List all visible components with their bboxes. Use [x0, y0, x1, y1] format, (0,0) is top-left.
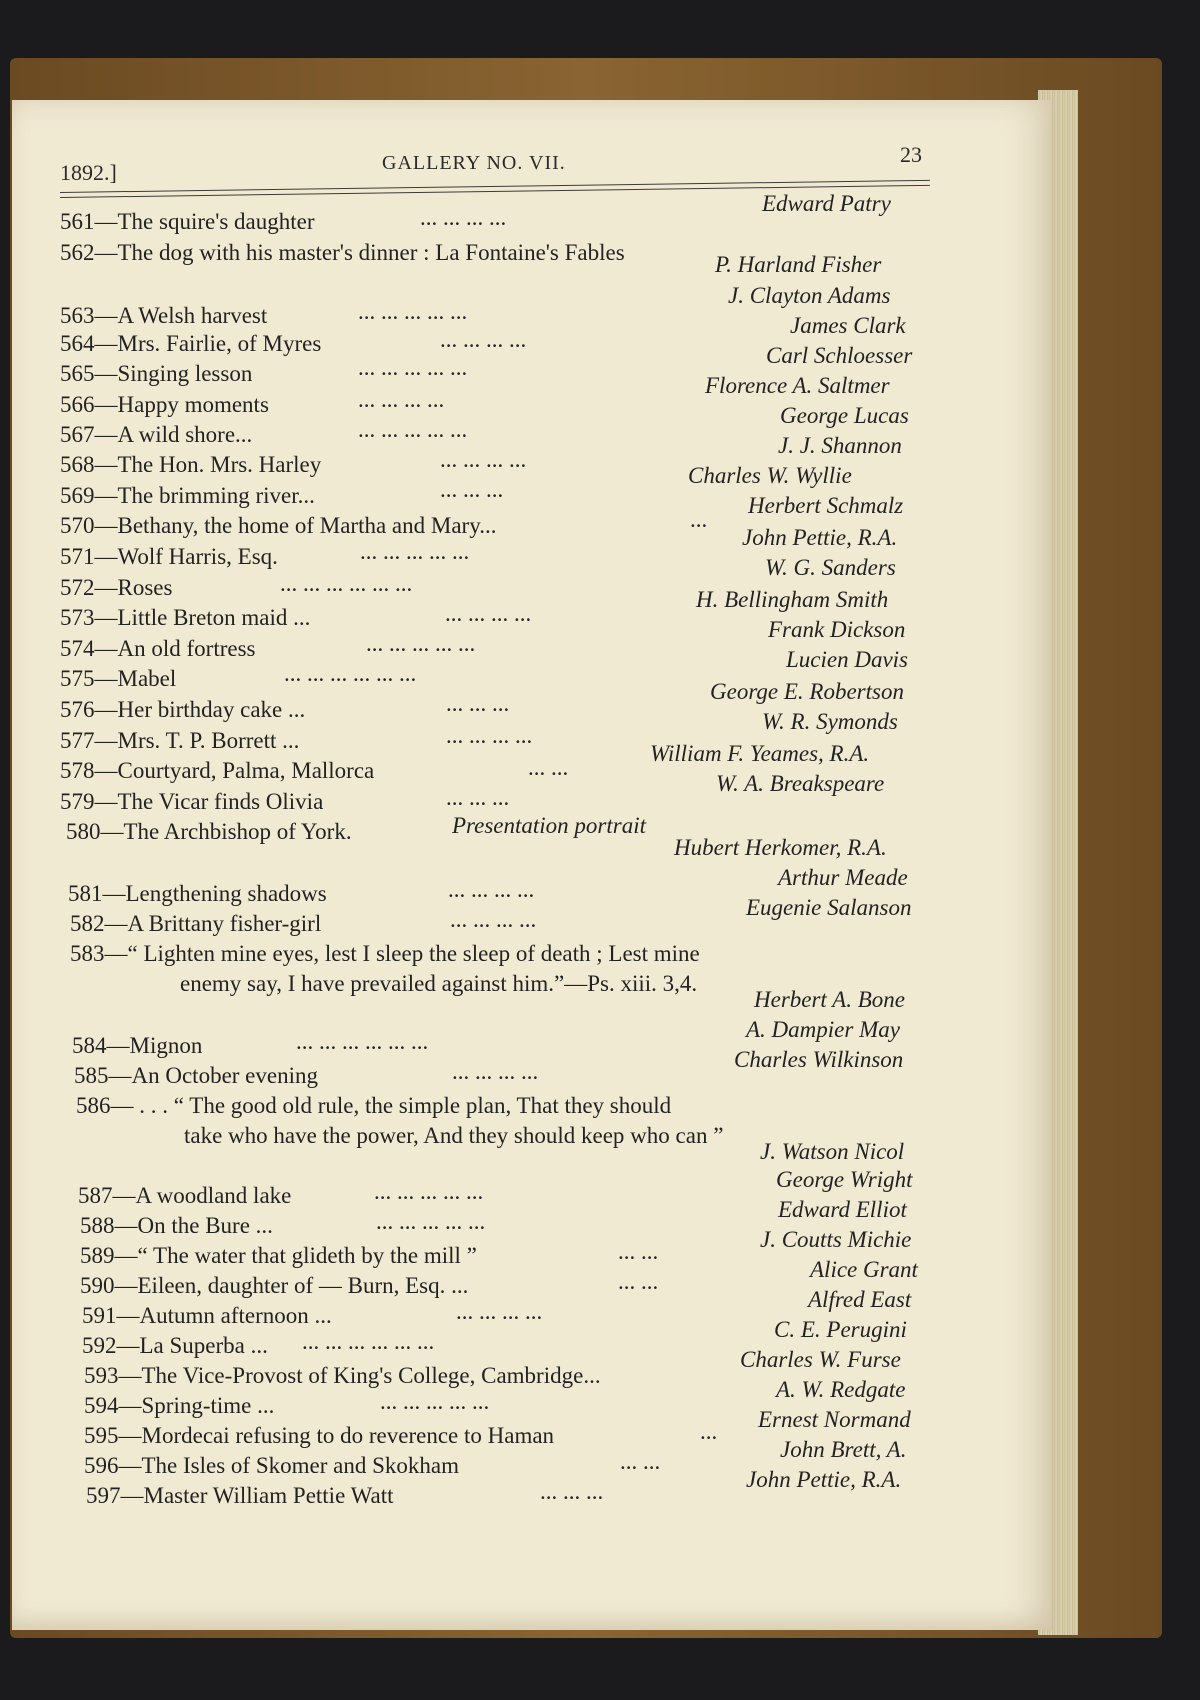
entry-dots: ... ... ... ... — [446, 723, 533, 748]
entry-dots: ... ... ... — [446, 785, 510, 810]
entry-title: 566—Happy moments — [60, 392, 269, 417]
entry-artist: Charles W. Furse — [740, 1347, 901, 1372]
entry-artist: Arthur Meade — [778, 865, 908, 890]
entry-artist: W. R. Symonds — [762, 709, 898, 734]
entry-artist: J. Watson Nicol — [760, 1139, 905, 1164]
entry-artist: Carl Schloesser — [766, 343, 913, 368]
entry-artist: Charles W. Wyllie — [688, 463, 852, 488]
entry-artist: W. A. Breakspeare — [716, 771, 885, 796]
entry-dots: ... ... ... — [446, 691, 510, 716]
entry-title: 597—Master William Pettie Watt — [86, 1483, 394, 1508]
entry-dots: ... ... ... ... ... ... — [284, 661, 417, 686]
entry-dots: ... — [700, 1419, 718, 1444]
entry-artist: Hubert Herkomer, R.A. — [674, 835, 887, 860]
entry-title: 563—A Welsh harvest — [60, 303, 268, 328]
entry-title: 595—Mordecai refusing to do reverence to Haman — [84, 1423, 555, 1448]
entry-dots: ... ... ... ... ... — [366, 631, 476, 656]
entry-title: 581—Lengthening shadows — [68, 881, 327, 906]
entry-dots: ... ... ... ... — [440, 327, 527, 352]
entry-dots: ... ... ... ... ... — [376, 1209, 486, 1234]
entry-title: 588—On the Bure ... — [80, 1213, 273, 1238]
entry-title: 572—Roses — [60, 575, 173, 600]
entry-dots: ... ... — [618, 1269, 659, 1294]
entry-artist: James Clark — [790, 313, 906, 338]
entry-title: 583—“ Lighten mine eyes, lest I sleep the sleep of death ; Lest mine — [70, 941, 700, 966]
entry-continuation: enemy say, I have prevailed against him.”—Ps. xiii. 3,4. — [180, 971, 698, 996]
header-title: GALLERY NO. VII. — [382, 152, 566, 174]
entry-dots: ... ... ... ... ... — [358, 355, 468, 380]
entry-title: 567—A wild shore... — [60, 422, 253, 447]
entry-dots: ... ... ... ... — [448, 877, 535, 902]
entry-artist: Herbert A. Bone — [754, 987, 905, 1012]
entry-dots: ... ... ... ... — [440, 447, 527, 472]
entry-title: 564—Mrs. Fairlie, of Myres — [60, 331, 322, 356]
entry-dots: ... ... ... ... ... — [358, 417, 468, 442]
entry-dots: ... ... ... — [440, 477, 504, 502]
entry-title: 573—Little Breton maid ... — [60, 605, 311, 630]
entry-dots: ... — [690, 507, 708, 532]
entry-title: 584—Mignon — [72, 1033, 203, 1058]
entry-artist: John Brett, A. — [780, 1437, 907, 1462]
entry-artist: H. Bellingham Smith — [696, 587, 889, 612]
entry-artist: Alfred East — [808, 1287, 912, 1312]
entry-dots: ... ... ... ... — [358, 387, 445, 412]
entry-title: 585—An October evening — [74, 1063, 318, 1088]
entry-title: 565—Singing lesson — [60, 361, 253, 386]
entry-title: 590—Eileen, daughter of — Burn, Esq. ... — [80, 1273, 469, 1298]
entry-dots: ... ... ... — [540, 1479, 604, 1504]
entry-artist: A. W. Redgate — [776, 1377, 906, 1402]
entry-artist: Florence A. Saltmer — [705, 373, 890, 398]
entry-title: 575—Mabel — [60, 666, 177, 691]
entry-artist: A. Dampier May — [746, 1017, 900, 1042]
entry-dots: ... ... ... ... — [450, 907, 537, 932]
entry-artist: W. G. Sanders — [765, 555, 896, 580]
entry-dots: ... ... ... ... ... ... — [302, 1329, 435, 1354]
entry-title: 569—The brimming river... — [60, 483, 315, 508]
entry-dots: ... ... ... ... ... — [380, 1389, 490, 1414]
entry-artist: Eugenie Salanson — [746, 895, 912, 920]
entry-dots: ... ... — [528, 755, 569, 780]
entry-title: 578—Courtyard, Palma, Mallorca — [60, 758, 375, 783]
header-year: 1892.] — [60, 160, 117, 185]
entry-artist: P. Harland Fisher — [715, 252, 882, 277]
entry-title: 591—Autumn afternoon ... — [82, 1303, 332, 1328]
entry-dots: ... ... — [618, 1239, 659, 1264]
entry-title: 593—The Vice-Provost of King's College, Cambridge... — [84, 1363, 601, 1388]
entry-title: 596—The Isles of Skomer and Skokham — [84, 1453, 459, 1478]
entry-artist: Charles Wilkinson — [734, 1047, 904, 1072]
entry-dots: ... ... ... ... ... — [374, 1179, 484, 1204]
entry-title: 571—Wolf Harris, Esq. — [60, 544, 278, 569]
entry-title: 574—An old fortress — [60, 636, 256, 661]
entry-artist: Lucien Davis — [786, 647, 909, 672]
entry-title: 589—“ The water that glideth by the mill ” — [80, 1243, 477, 1268]
entry-artist: J. J. Shannon — [778, 433, 902, 458]
entry-artist: Edward Elliot — [778, 1197, 907, 1222]
page-number: 23 — [900, 142, 922, 167]
entry-continuation: take who have the power, And they should keep who can ” — [184, 1123, 724, 1148]
entry-dots: ... ... ... ... ... ... — [296, 1029, 429, 1054]
entry-subtitle: Presentation portrait — [452, 813, 647, 838]
entry-dots: ... ... ... ... ... — [360, 539, 470, 564]
entry-artist: George Wright — [776, 1167, 913, 1192]
entry-artist: Alice Grant — [810, 1257, 918, 1282]
entry-title: 576—Her birthday cake ... — [60, 697, 306, 722]
entry-artist: George E. Robertson — [710, 679, 904, 704]
entry-title: 586— . . . “ The good old rule, the simple plan, That they should — [76, 1093, 672, 1118]
entry-title: 562—The dog with his master's dinner : La Fontaine's Fables — [60, 240, 625, 265]
entry-dots: ... ... ... ... ... — [358, 299, 468, 324]
entry-artist: William F. Yeames, R.A. — [650, 741, 870, 766]
entry-title: 580—The Archbishop of York. — [66, 819, 352, 844]
entry-title: 577—Mrs. T. P. Borrett ... — [60, 728, 300, 753]
entry-title: 568—The Hon. Mrs. Harley — [60, 452, 322, 477]
entry-artist: Herbert Schmalz — [748, 493, 904, 518]
entry-dots: ... ... ... ... — [452, 1059, 539, 1084]
entry-dots: ... ... ... ... ... ... — [280, 571, 413, 596]
entry-title: 594—Spring-time ... — [84, 1393, 275, 1418]
entry-artist: J. Coutts Michie — [760, 1227, 912, 1252]
entry-artist: C. E. Perugini — [774, 1317, 907, 1342]
entry-artist: John Pettie, R.A. — [742, 525, 898, 550]
entry-artist: John Pettie, R.A. — [746, 1467, 902, 1492]
entry-title: 582—A Brittany fisher-girl — [70, 911, 322, 936]
entry-title: 592—La Superba ... — [82, 1333, 268, 1358]
entry-dots: ... ... — [620, 1449, 661, 1474]
entry-artist: Frank Dickson — [768, 617, 906, 642]
entry-artist: George Lucas — [780, 403, 909, 428]
entry-artist: Edward Patry — [762, 191, 891, 216]
entry-artist: J. Clayton Adams — [728, 283, 891, 308]
entry-artist: Ernest Normand — [758, 1407, 911, 1432]
entry-title: 561—The squire's daughter — [60, 209, 315, 234]
entry-title: 570—Bethany, the home of Martha and Mary... — [60, 513, 497, 538]
entry-title: 587—A woodland lake — [78, 1183, 292, 1208]
entry-dots: ... ... ... ... — [456, 1299, 543, 1324]
entry-dots: ... ... ... ... — [445, 601, 532, 626]
entry-dots: ... ... ... ... — [420, 205, 507, 230]
entry-title: 579—The Vicar finds Olivia — [60, 789, 324, 814]
